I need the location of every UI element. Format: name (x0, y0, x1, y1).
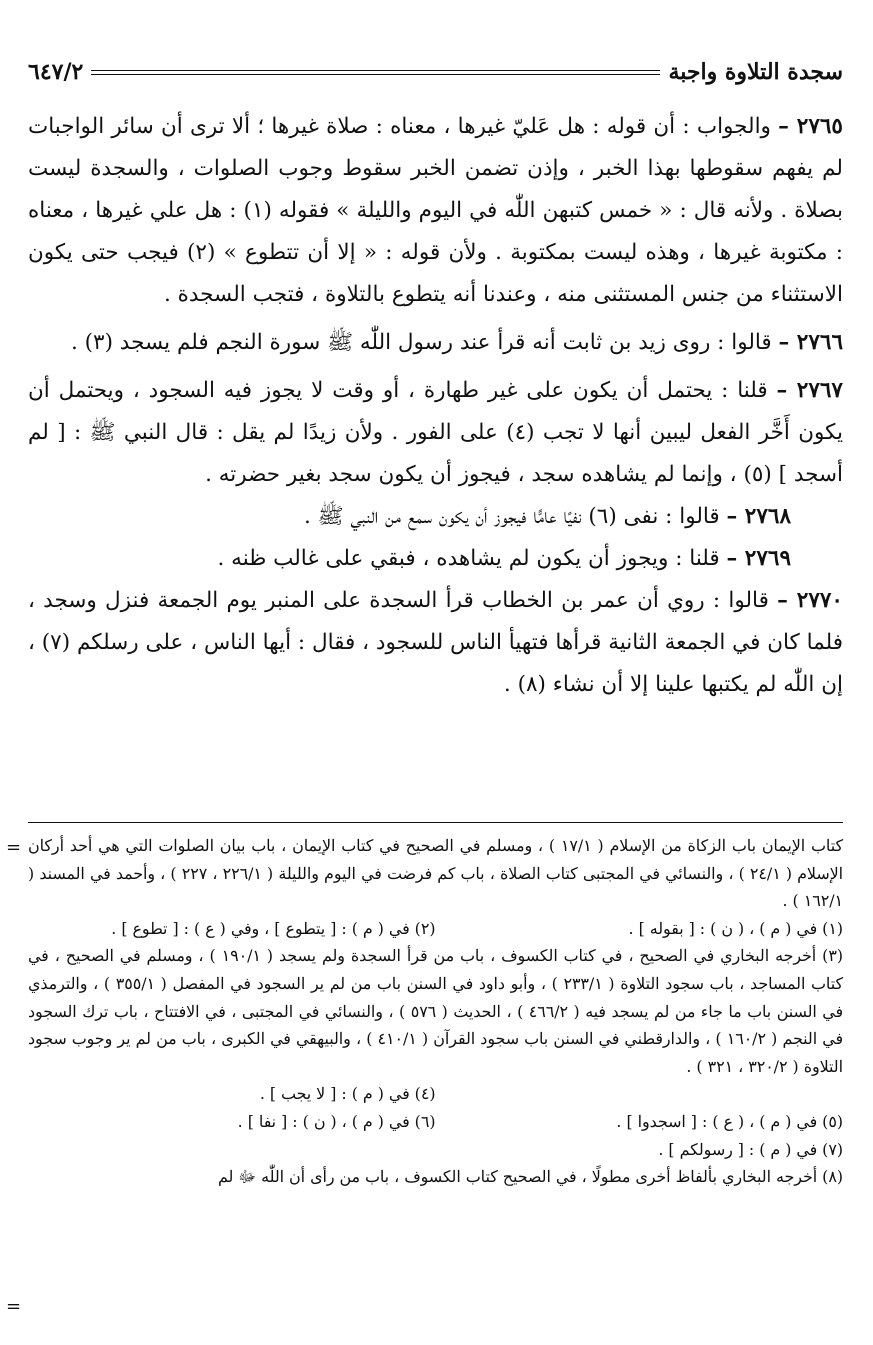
footnote-5: (٥) في ( م ) ، ( ع ) : [ اسجدوا ] . (616, 1111, 843, 1131)
paragraph-text: قالوا : روي أن عمر بن الخطاب قرأ السجدة على المنبر يوم الجمعة فنزل وسجد ، فلما كان في الجمعة الثانية قرأها فتهيأ الناس للسجود ، فقال : أيها الناس ، على رسلكم (٧) ، إن اللّٰه لم يكتبها علينا إلا أن نشاء (٨) . (28, 588, 843, 697)
footnotes (28, 832, 843, 1191)
paragraph-number: ٢٧٧٠ – (777, 588, 843, 613)
paragraph-number: ٢٧٦٨ – (726, 504, 791, 529)
footnote-row (28, 1080, 843, 1108)
paragraph-text: قلنا : يحتمل أن يكون على غير طهارة ، أو وقت لا يجوز فيه السجود ، ويحتمل أن يكون أَخَّر الفعل ليبين أنها لا تجب (٤) على الفور . ولأن زيدًا لم يقل : قال النبي ﷺ : [ لم أسجد ] (٥) ، وإنما لم يشاهده سجد ، فيجوز أن يكون سجد بغير حضرته . (28, 378, 843, 487)
chapter-title: سجدة التلاوة واجبة (668, 59, 843, 85)
footnote-3: (٣) أخرجه البخاري في الصحيح ، في كتاب الكسوف ، باب من قرأ السجدة ولم يسجد ( ١٩٠/١ ) ، ومسلم في الصحيح ، في كتاب المساجد ، باب سجود التلاوة ( ٢٣٣/١ ) ، وأبو داود في السنن باب من لم ير السجود في المفصل ( ٣٥٥/١ ) ، والترمذي في السنن باب ما جاء من لم يسجد فيه ( ٤٦٦/٢ ) ، الحديث ( ٥٧٦ ) ، والنسائي في المجتبى ، في الافتتاح ، باب ترك السجود في النجم ( ١٦٠/٢ ) ، والدارقطني في السنن باب سجود القرآن ( ٤١٠/١ ) ، والبيهقي في الكبرى ، باب من لم ير وجوب سجود التلاوة ( ٣٢٠/٢ ، ٣٢١ ) . (28, 946, 844, 1076)
paragraph-number: ٢٧٦٧ – (776, 378, 843, 403)
end-continuation-mark: = (6, 1296, 22, 1317)
footnote-8: (٨) أخرجه البخاري بألفاظ أخرى مطولًا ، في الصحيح كتاب الكسوف ، باب من رأى أن اللّٰه ﷻ لم (217, 1167, 843, 1187)
paragraph (28, 496, 843, 538)
running-header (28, 52, 843, 92)
paragraph (28, 106, 843, 316)
footnote-1: (١) في ( م ) ، ( ن ) : [ بقوله ] . (628, 918, 843, 938)
paragraph-text: قالوا : روى زيد بن ثابت أنه قرأ عند رسول اللّٰه ﷺ سورة النجم فلم يسجد (٣) . (70, 330, 772, 355)
page-number: ٦٤٧/٢ (28, 59, 84, 85)
paragraph-number: ٢٧٦٥ – (778, 114, 843, 139)
footnote-7: (٧) في ( م ) : [ رسولكم ] . (658, 1139, 843, 1159)
paragraph (28, 370, 843, 496)
paragraph (28, 538, 843, 580)
footnote-2: (٢) في ( م ) : [ يتطوع ] ، وفي ( ع ) : [ تطوع ] . (111, 918, 436, 938)
main-text (28, 106, 843, 706)
paragraph-text: قلنا : ويجوز أن يكون لم يشاهده ، فبقي على غالب ظنه . (217, 546, 720, 571)
paragraph-text: والجواب : أن قوله : هل عَليّ غيرها ، معناه : صلاة غيرها ؛ ألا ترى أن سائر الواجبات لم يفهم سقوطها بهذا الخبر ، وإذن تضمن الخبر سقوط وجوب الصلوات ، والسجدة ليست بصلاة . ولأنه قال : « خمس كتبهن اللّٰه في اليوم والليلة » فقوله (١) : هل علي غيرها ، معناه : مكتوبة غيرها ، وهذه ليست بمكتوبة . ولأن قوله : « إلا أن تتطوع » (٢) فيجب حتى يكون الاستثناء من جنس المستثنى منه ، وعندنا أنه يتطوع بالتلاوة ، فتجب السجدة . (28, 114, 843, 307)
footnote-separator (28, 822, 843, 823)
header-rule (91, 70, 660, 75)
footnote-6: (٦) في ( م ) ، ( ن ) : [ نفا ] . (237, 1111, 436, 1131)
paragraph-number: ٢٧٦٦ – (778, 330, 843, 355)
footnote-continuation: كتاب الإيمان باب الزكاة من الإسلام ( ١٧/١ ) ، ومسلم في الصحيح في كتاب الإيمان ، باب بيان الصلوات التي هي أحد أركان الإسلام ( ٢٤/١ ) ، والنسائي في المجتبى كتاب الصلاة ، باب كم فرضت في اليوم والليلة ( ٢٢٦/١ ، ٢٢٧ ) ، وأحمد في المسند ( ١٦٢/١ ) . (28, 836, 843, 911)
paragraph (28, 322, 843, 364)
footnote-row (28, 1108, 843, 1136)
paragraph (28, 580, 843, 706)
footnote-row (28, 915, 843, 943)
footnote-4: (٤) في ( م ) : [ لا يجب ] . (259, 1084, 436, 1104)
paragraph-text: قالوا : نفى (٦) نفيًا عامًّا فيجوز أن يكون سمع من النبي ﷺ . (304, 504, 720, 529)
paragraph-number: ٢٧٦٩ – (726, 546, 791, 571)
continuation-mark: = (6, 837, 22, 858)
